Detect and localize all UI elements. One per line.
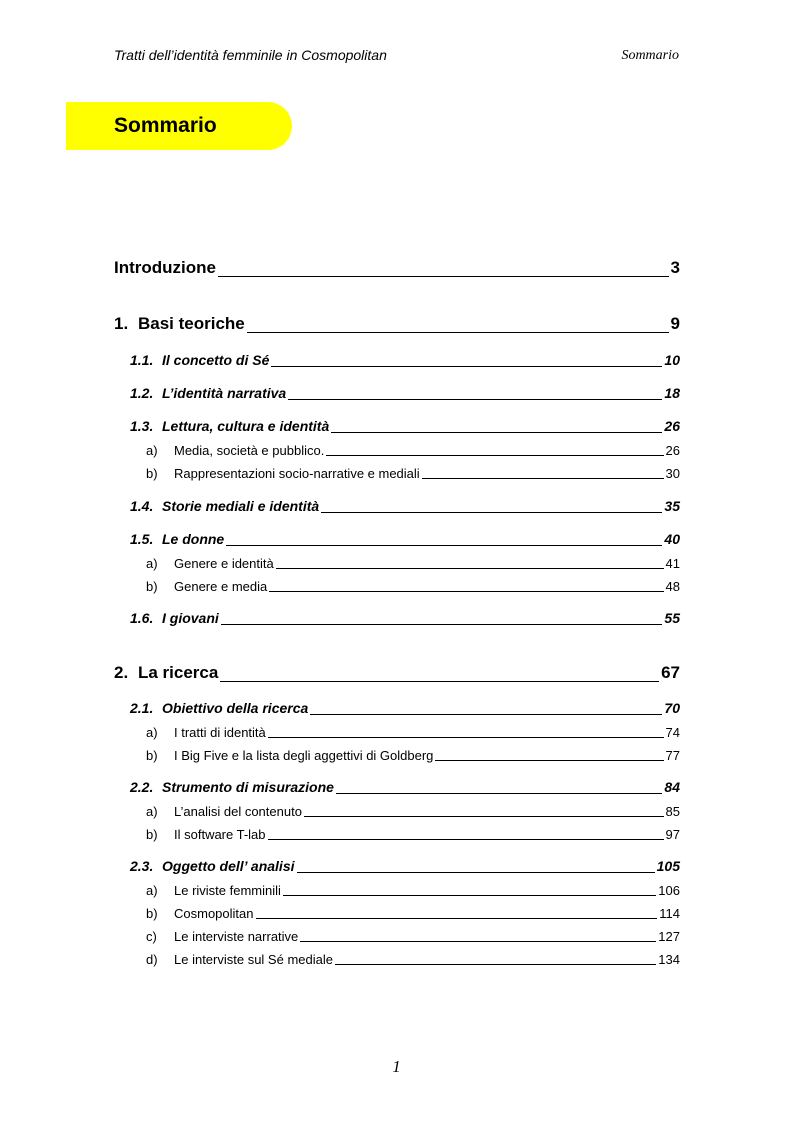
toc-entry[interactable]: [146, 466, 680, 482]
toc-entry-number: a): [146, 804, 158, 819]
toc-entry-label: [130, 610, 219, 627]
toc-entry-number: 1.: [114, 314, 129, 333]
toc-entry-label: [146, 579, 267, 595]
toc-entry-title: Cosmopolitan: [174, 906, 254, 921]
toc-entry-number: a): [146, 556, 158, 571]
toc-entry-title: Rappresentazioni socio-narrative e mediali: [174, 466, 420, 481]
toc-entry[interactable]: [146, 883, 680, 899]
toc-entry[interactable]: [114, 663, 680, 683]
toc-entry[interactable]: [146, 725, 680, 741]
toc-entry-page: 26: [664, 418, 680, 434]
toc-entry-label: [146, 827, 266, 843]
toc-entry-number: 1.5.: [130, 531, 154, 547]
toc-entry-page: 74: [665, 725, 680, 740]
toc-leader-line: [268, 737, 664, 738]
toc-entry-label: [130, 385, 286, 402]
toc-entry-title: Le riviste femminili: [174, 883, 281, 898]
toc-entry-label: [146, 443, 324, 459]
toc-entry-title: Genere e media: [174, 579, 268, 594]
toc-entry-label: [114, 663, 218, 683]
banner-title: Sommario: [114, 114, 217, 137]
toc-entry-number: a): [146, 443, 158, 458]
toc-leader-line: [300, 941, 656, 942]
toc-entry[interactable]: [130, 385, 680, 402]
toc-entry-title: Le donne: [162, 531, 225, 547]
toc-leader-line: [220, 681, 659, 682]
toc-entry-title: I tratti di identità: [174, 725, 266, 740]
toc-leader-line: [288, 399, 662, 400]
toc-entry-page: 77: [665, 748, 680, 763]
toc-entry-page: 35: [664, 498, 680, 514]
toc-leader-line: [435, 760, 663, 761]
toc-entry-number: 2.1.: [130, 700, 154, 716]
toc-entry[interactable]: [146, 804, 680, 820]
toc-entry-page: 55: [664, 610, 680, 626]
toc-entry-title: Basi teoriche: [138, 314, 245, 333]
toc-entry-title: Lettura, cultura e identità: [162, 418, 330, 434]
toc-entry-title: Le interviste narrative: [174, 929, 299, 944]
toc-entry-number: a): [146, 725, 158, 740]
toc-entry-number: 1.3.: [130, 418, 154, 434]
toc-entry-page: 9: [670, 314, 680, 333]
toc-entry-number: 1.2.: [130, 385, 154, 401]
running-header-title: Tratti dell’identità femminile in Cosmopolitan: [114, 47, 387, 63]
toc-leader-line: [271, 366, 662, 367]
toc-entry-title: Obiettivo della ricerca: [162, 700, 309, 716]
toc-entry-label: [146, 883, 281, 899]
toc-entry-label: [146, 804, 302, 820]
toc-entry-page: 105: [656, 858, 680, 874]
toc-leader-line: [247, 332, 669, 333]
toc-entry-page: 134: [658, 952, 680, 967]
toc-entry-page: 30: [665, 466, 680, 481]
toc-entry[interactable]: [146, 443, 680, 459]
toc-entry[interactable]: [146, 906, 680, 922]
toc-leader-line: [276, 568, 664, 569]
toc-entry[interactable]: [146, 579, 680, 595]
toc-entry-title: Media, società e pubblico.: [174, 443, 325, 458]
toc-leader-line: [310, 714, 662, 715]
toc-entry-page: 106: [658, 883, 680, 898]
toc-entry-label: [146, 906, 254, 922]
running-header-section: Sommario: [621, 48, 679, 63]
toc-entry-page: 48: [665, 579, 680, 594]
toc-entry-number: 1.1.: [130, 352, 154, 368]
toc-entry-page: 97: [665, 827, 680, 842]
toc-leader-line: [321, 512, 662, 513]
toc-entry-label: [146, 929, 298, 945]
toc-entry[interactable]: [130, 779, 680, 796]
toc-entry-page: 67: [661, 663, 680, 682]
toc-leader-line: [256, 918, 658, 919]
toc-entry-number: d): [146, 952, 158, 967]
toc-leader-line: [335, 964, 656, 965]
toc-entry-title: L’analisi del contenuto: [174, 804, 302, 819]
toc-entry[interactable]: [130, 700, 680, 717]
toc-entry-label: [130, 700, 308, 717]
toc-entry-number: b): [146, 827, 158, 842]
toc-entry-title: Oggetto dell’ analisi: [162, 858, 295, 874]
toc-leader-line: [218, 276, 669, 277]
toc-entry[interactable]: [146, 827, 680, 843]
toc-entry-label: [130, 418, 329, 435]
toc-entry-number: b): [146, 748, 158, 763]
toc-leader-line: [297, 872, 655, 873]
toc-leader-line: [226, 545, 662, 546]
toc-leader-line: [268, 839, 664, 840]
toc-entry[interactable]: [146, 952, 680, 968]
toc-entry[interactable]: [130, 531, 680, 548]
toc-entry-number: b): [146, 906, 158, 921]
toc-entry[interactable]: [114, 314, 680, 334]
toc-entry-page: 84: [664, 779, 680, 795]
toc-entry-number: c): [146, 929, 157, 944]
toc-entry-title: I giovani: [162, 610, 219, 626]
toc-entry-number: a): [146, 883, 158, 898]
toc-entry-label: [146, 952, 333, 968]
toc-entry-number: 2.2.: [130, 779, 154, 795]
page-number: 1: [392, 1057, 401, 1076]
toc-entry-title: La ricerca: [138, 663, 219, 682]
toc-entry-label: [114, 258, 216, 278]
toc-entry-title: Le interviste sul Sé mediale: [174, 952, 333, 967]
toc-entry[interactable]: [146, 929, 680, 945]
toc-entry-page: 41: [665, 556, 680, 571]
toc-entry-page: 85: [665, 804, 680, 819]
toc-entry-title: Introduzione: [114, 258, 216, 277]
toc-leader-line: [326, 455, 663, 456]
toc-entry-title: Il concetto di Sé: [162, 352, 270, 368]
toc-entry-page: 3: [670, 258, 680, 277]
toc-leader-line: [283, 895, 656, 896]
toc-entry-page: 10: [664, 352, 680, 368]
toc-entry-number: b): [146, 466, 158, 481]
toc-entry-page: 26: [665, 443, 680, 458]
toc-entry-label: [130, 779, 334, 796]
toc-leader-line: [304, 816, 664, 817]
toc-entry-number: b): [146, 579, 158, 594]
toc-entry-page: 40: [664, 531, 680, 547]
toc-entry-label: [146, 748, 433, 764]
toc-entry-page: 114: [659, 906, 680, 921]
toc-entry-title: Il software T-lab: [174, 827, 266, 842]
toc-entry[interactable]: [130, 858, 680, 875]
toc-leader-line: [422, 478, 664, 479]
toc-entry[interactable]: [146, 748, 680, 764]
toc-entry[interactable]: [130, 418, 680, 435]
toc-leader-line: [269, 591, 663, 592]
toc-entry-page: 18: [664, 385, 680, 401]
toc-entry-title: I Big Five e la lista degli aggettivi di Goldberg: [174, 748, 434, 763]
toc-entry-label: [130, 531, 224, 548]
toc-entry[interactable]: [130, 352, 680, 369]
toc-entry-title: Genere e identità: [174, 556, 274, 571]
toc-entry[interactable]: [130, 610, 680, 627]
toc-entry-title: L’identità narrativa: [162, 385, 287, 401]
toc-entry[interactable]: [146, 556, 680, 572]
toc-entry-page: 127: [658, 929, 680, 944]
toc-entry-number: 2.3.: [130, 858, 154, 874]
toc-entry-label: [146, 556, 274, 572]
toc-entry-number: 1.4.: [130, 498, 154, 514]
toc-entry-title: Strumento di misurazione: [162, 779, 334, 795]
toc-entry[interactable]: [130, 498, 680, 515]
toc-entry-label: [146, 725, 266, 741]
toc-leader-line: [221, 624, 663, 625]
toc-entry-label: [114, 314, 245, 334]
toc-entry-page: 70: [664, 700, 680, 716]
toc-entry-label: [130, 352, 269, 369]
toc-leader-line: [336, 793, 663, 794]
toc-entry-label: [146, 466, 420, 482]
toc-entry-number: 2.: [114, 663, 129, 682]
toc-entry-label: [130, 858, 295, 875]
toc-entry[interactable]: [114, 258, 680, 278]
toc-entry-label: [130, 498, 319, 515]
toc-entry-title: Storie mediali e identità: [162, 498, 320, 514]
toc-entry-number: 1.6.: [130, 610, 154, 626]
toc-leader-line: [331, 432, 662, 433]
